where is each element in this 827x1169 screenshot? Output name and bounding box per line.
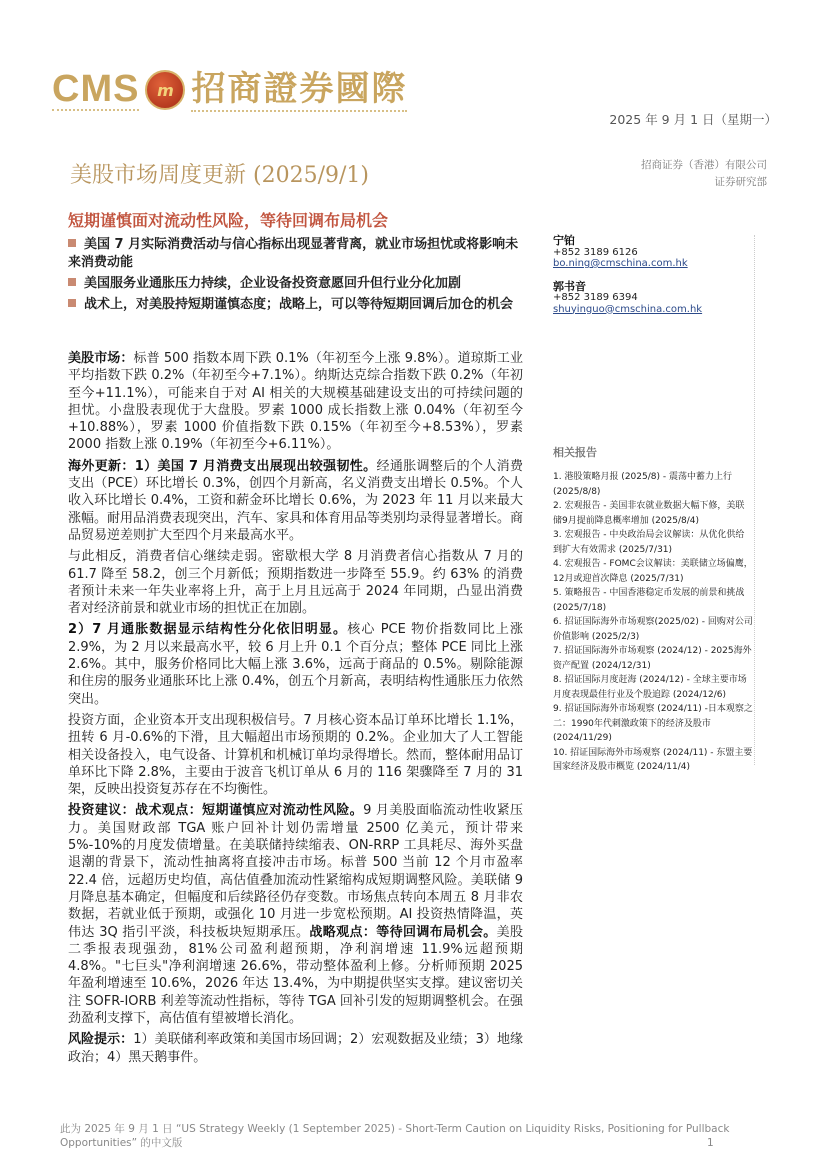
analyst-email-link[interactable]: bo.ning@cmschina.com.hk [553,258,688,269]
us-market-paragraph: 美股市场：标普 500 指数本周下跌 0.1%（年初至今上涨 9.8%）。道琼斯工业平均指数下跌 0.2%（年初至今+7.1%）。纳斯达克综合指数下跌 0.2%（年初至今+11.1%），可能来自于对 AI 相关的大规模基础建设支出的可持续问题的担忧。小盘股表现优于大盘股。罗素 1000 成长指数上涨 0.04%（年初至今+10.88%），罗素 1000 价值指数下跌 0.15%（年初至今+8.53%），罗素 2000 指数上涨 0.19%（年初至今+6.11%）。 [68,351,523,453]
related-report-item[interactable]: 1. 港股策略月报 (2025/8) - 震荡中蓄力上行 (2025/8/8) [553,472,732,497]
analyst-name: 郭书音 [553,279,586,293]
bullet-square-icon [68,299,76,307]
logo-text: CMS [52,68,140,110]
logo-chinese-name: 招商證券國際 [191,68,407,112]
analyst-phone: +852 3189 6394 [553,292,638,303]
company-name: 招商证券（香港）有限公司 [641,159,767,171]
cms-logo [52,68,407,112]
related-report-item[interactable]: 10. 招证国际海外市场观察 (2024/11) - 东盟主要国家经济及股市概览 (2024/11/4) [553,747,753,772]
analyst-phone: +852 3189 6126 [553,246,638,258]
report-date: 2025 年 9 月 1 日（星期一） [609,112,777,127]
investment-paragraph: 投资方面，企业资本开支出现积极信号。7 月核心资本品订单环比增长 1.1%，扭转 6 月-0.6%的下滑，且大幅超出市场预期的 0.2%。企业加大了人工智能相关设备投入，电气设备、计算机和机械订单均录得增长。然而，整体耐用品订单环比下降 2.8%，主要由于波音飞机订单从 6 月的 116 架骤降至 7 月的 31 架，反映出投资复苏存在不均衡性。 [68,712,524,798]
report-body [68,350,523,1070]
related-reports-list [553,470,753,775]
logo-mark-icon: m [145,70,185,110]
analyst-email-link[interactable]: shuyinguo@cmschina.com.hk [553,303,703,315]
related-report-item[interactable]: 9. 招证国际海外市场观察 (2024/11) -日本观察之二：1990年代刺激政策下的经济及股市 (2024/11/29) [553,704,753,743]
related-report-item[interactable]: 7. 招证国际海外市场观察 (2024/12) - 2025海外资产配置 (2024/12/31) [553,646,752,671]
inflation-paragraph: 2）7 月通胀数据显示结构性分化依旧明显。核心 PCE 物价指数同比上涨 2.9%，为 2 月以来最高水平，较 6 月上升 0.1 个百分点；整体 PCE 同比上涨 2.6%。其中，服务价格同比大幅上涨 3.6%，远高于商品的 0.5%。剔除能源和住房的服务业通胀环比上涨 0.4%，创五个月新高，表明结构性通胀压力依然突出。 [68,622,523,707]
key-point: 战术上，对美股持短期谨慎态度；战略上，可以等待短期回调后加仓的机会 [68,296,523,314]
analyst-name: 宁铂 [553,234,575,247]
related-report-item[interactable]: 4. 宏观报告 - FOMC会议解读：美联储立场偏鹰，12月或迎首次降息 (2025/7/31) [553,559,753,584]
report-title: 美股市场周度更新 (2025/9/1) [70,163,369,188]
analyst [553,281,702,316]
analyst [553,235,702,270]
related-report-item[interactable]: 8. 招证国际月度赶海 (2024/12) - 全球主要市场月度表现最佳行业及个股追踪 (2024/12/6) [553,675,747,700]
related-reports-title: 相关报告 [553,446,597,459]
bullet-square-icon [68,239,76,247]
key-point: 美国 7 月实际消费活动与信心指标出现显著背离，就业市场担忧或将影响未来消费动能 [68,237,519,270]
company-info [641,157,767,191]
overseas-update-paragraph: 海外更新：1）美国 7 月消费支出展现出较强韧性。经通胀调整后的个人消费支出（PCE）环比增长 0.3%，创四个月新高，名义消费支出增长 0.5%。个人收入环比增长 0.4%，工资和薪金环比增长 0.6%，为 2023 年 11 月以来最大涨幅。耐用品消费表现突出，汽车、家具和体育用品等类别均录得显著增长。商品贸易逆差则扩大至四个月来最高水平。 [68,458,524,543]
headline: 短期谨慎面对流动性风险，等待回调布局机会 [68,211,389,230]
sidebar-divider [754,235,755,765]
investment-advice-paragraph: 投资建议：战术观点：短期谨慎应对流动性风险。9 月美股面临流动性收紧压力。美国财政部 TGA 账户回补计划仍需增量 2500 亿美元，预计带来 5%-10%的月度发债增量。在美联储持续缩表、ON-RRP 工具耗尽、海外买盘退潮的背景下，流动性抽离将直接冲击市场。标普 500 当前 12 个月市盈率 22.4 倍，远超历史均值，高估值叠加流动性紧缩构成短期调整风险。美联储 9 月降息基本确定，但幅度和后续路径仍存变数。市场焦点转向本周五 8 月非农数据，若就业低于预期，或强化 10 月进一步宽松预期。AI 投资热情降温，英伟达 3Q 指引平淡，科技板块短期承压。战略观点：等待回调布局机会。美股二季报表现强劲，81%公司盈利超预期，净利润增速 11.9%远超预期4.8%。"七巨头"净利润增速 26.6%，带动整体盈利上修。分析师预期 2025 年盈利增速至 10.6%，2026 年达 13.4%，为中期提供坚实支撑。建议密切关注 SOFR-IORB 利差等流动性指标，等待 TGA 回补引发的短期调整机会。在强劲盈利支撑下，高估值有望被增长消化。 [68,803,523,1026]
footer-note: 此为 2025 年 9 月 1 日 “US Strategy Weekly (1 September 2025) - Short-Term Caution on Liquidity Risks, Positioning for Pullback Opportunities” 的中文版 [60,1123,730,1149]
analyst-contacts [553,235,702,326]
consumer-confidence-paragraph: 与此相反，消费者信心继续走弱。密歇根大学 8 月消费者信心指数从 7 月的 61.7 降至 58.2，创三个月新低；预期指数进一步降至 55.9。约 63% 的消费者预计未来一年失业率将上升，高于上月且远高于 2024 年同期，凸显出消费者对经济前景和就业市场的担忧正在加剧。 [68,549,523,617]
related-report-item[interactable]: 6. 招证国际海外市场观察(2025/02) - 回购对公司价值影响 (2025/2/3) [553,617,753,642]
related-report-item[interactable]: 5. 策略报告 - 中国香港稳定币发展的前景和挑战 (2025/7/18) [553,588,745,613]
related-report-item[interactable]: 2. 宏观报告 - 美国非农就业数据大幅下修，美联储9月提前降息概率增加 (2025/8/4) [553,501,745,526]
risk-warning-paragraph: 风险提示：1）美联储利率政策和美国市场回调；2）宏观数据及业绩；3）地缘政治；4）黑天鹅事件。 [68,1032,523,1065]
key-point: 美国服务业通胀压力持续，企业设备投资意愿回升但行业分化加剧 [68,275,523,293]
related-report-item[interactable]: 3. 宏观报告 - 中央政治局会议解读：从优化供给到扩大有效需求 (2025/7/31) [553,530,745,555]
page-number: 1 [707,1137,714,1149]
key-points [68,236,523,317]
department: 证券研究部 [714,176,767,188]
bullet-square-icon [68,278,76,286]
